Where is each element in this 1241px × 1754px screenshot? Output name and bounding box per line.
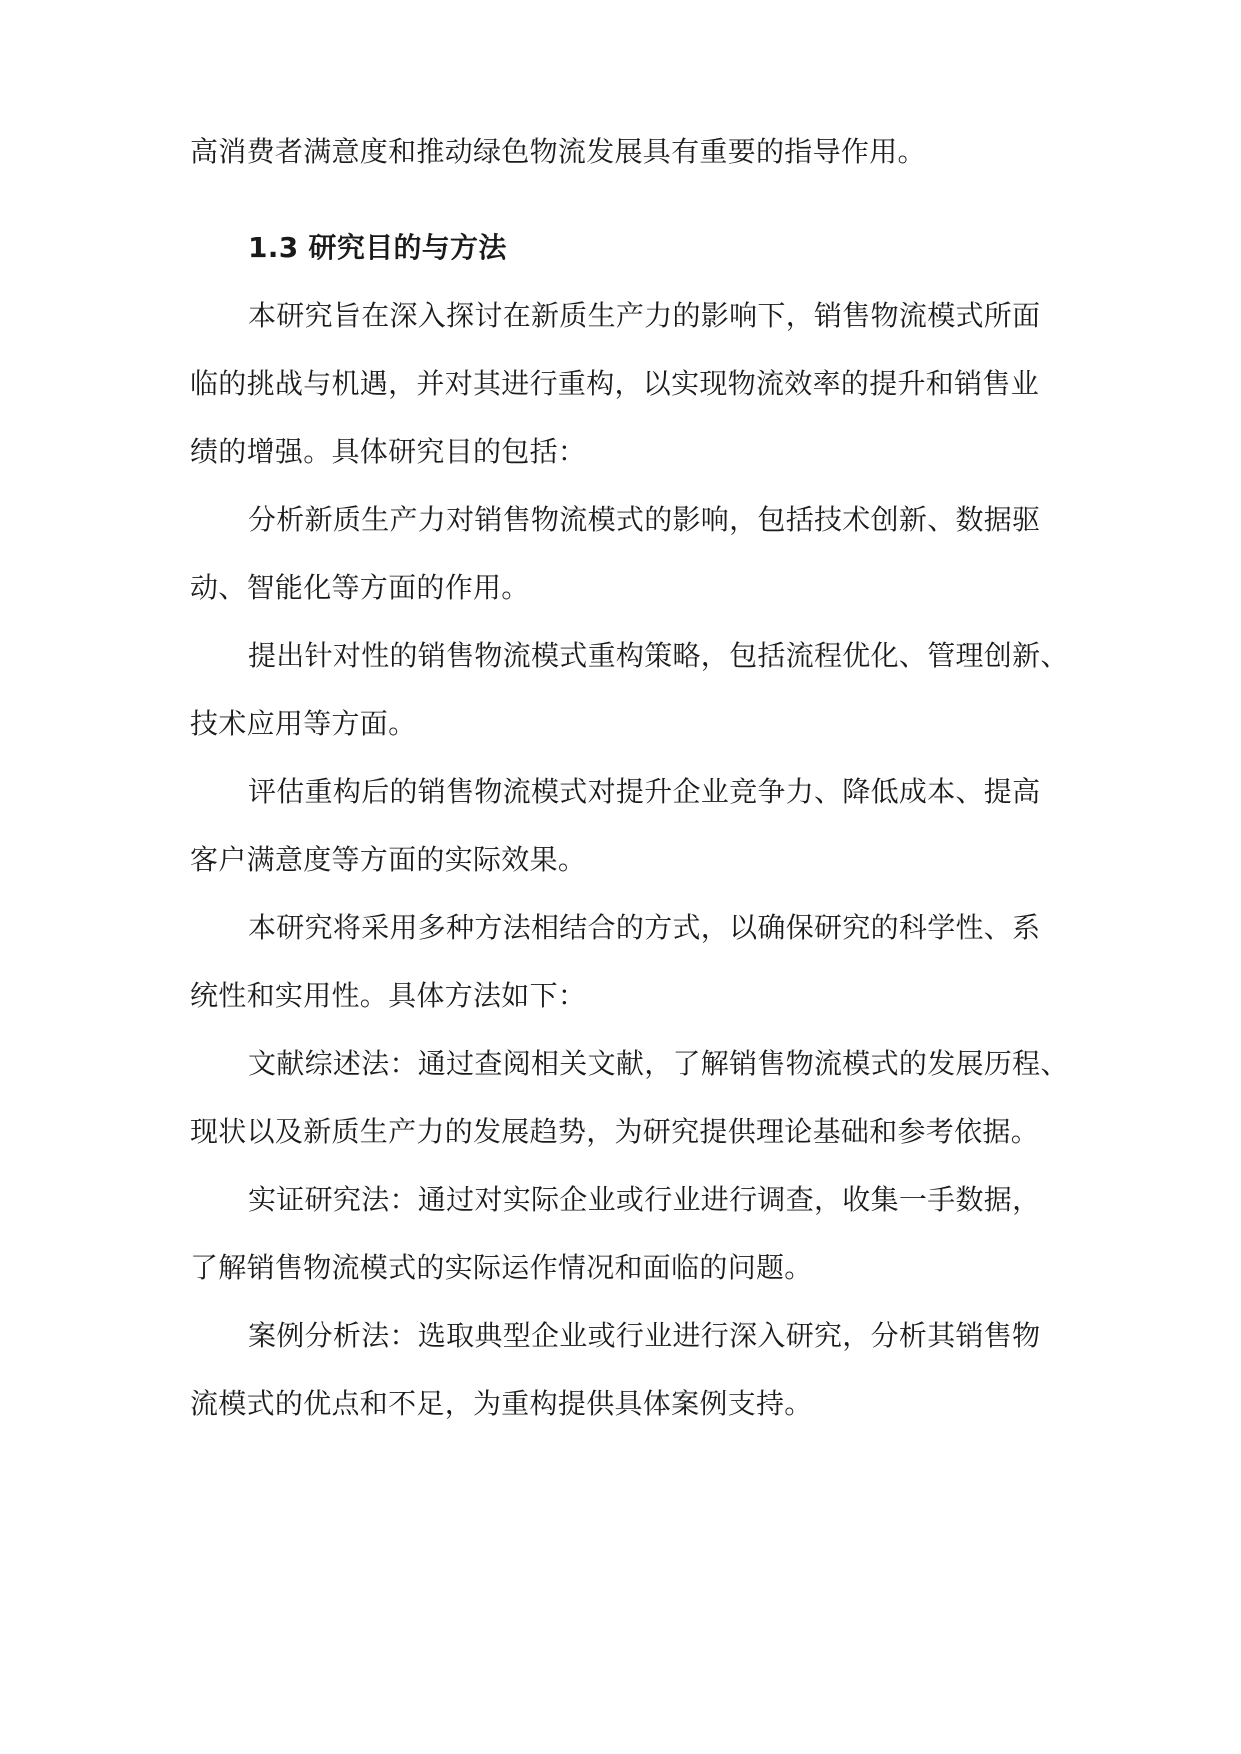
paragraph-line: 实证研究法：通过对实际企业或行业进行调查，收集一手数据， bbox=[248, 1183, 1041, 1216]
paragraph-line: 评估重构后的销售物流模式对提升企业竞争力、降低成本、提高 bbox=[248, 775, 1041, 808]
paragraph-line: 客户满意度等方面的实际效果。 bbox=[190, 843, 587, 876]
paragraph-line: 动、智能化等方面的作用。 bbox=[190, 571, 530, 604]
paragraph-line: 临的挑战与机遇，并对其进行重构，以实现物流效率的提升和销售业 bbox=[190, 367, 1040, 400]
paragraph-line: 高消费者满意度和推动绿色物流发展具有重要的指导作用。 bbox=[190, 135, 926, 168]
paragraph-line: 绩的增强。具体研究目的包括： bbox=[190, 435, 587, 468]
paragraph-line: 流模式的优点和不足，为重构提供具体案例支持。 bbox=[190, 1387, 813, 1420]
paragraph-line: 统性和实用性。具体方法如下： bbox=[190, 979, 587, 1012]
paragraph-line: 了解销售物流模式的实际运作情况和面临的问题。 bbox=[190, 1251, 813, 1284]
paragraph-line: 本研究将采用多种方法相结合的方式，以确保研究的科学性、系 bbox=[248, 911, 1041, 944]
paragraph-line: 文献综述法：通过查阅相关文献，了解销售物流模式的发展历程、 bbox=[248, 1047, 1069, 1080]
paragraph-line: 技术应用等方面。 bbox=[190, 707, 417, 740]
paragraph-line: 提出针对性的销售物流模式重构策略，包括流程优化、管理创新、 bbox=[248, 639, 1069, 672]
paragraph-line: 本研究旨在深入探讨在新质生产力的影响下，销售物流模式所面 bbox=[248, 299, 1041, 332]
section-heading: 1.3 研究目的与方法 bbox=[248, 231, 507, 264]
paragraph-line: 分析新质生产力对销售物流模式的影响，包括技术创新、数据驱 bbox=[248, 503, 1041, 536]
paragraph-line: 现状以及新质生产力的发展趋势，为研究提供理论基础和参考依据。 bbox=[190, 1115, 1040, 1148]
paragraph-line: 案例分析法：选取典型企业或行业进行深入研究，分析其销售物 bbox=[248, 1319, 1041, 1352]
